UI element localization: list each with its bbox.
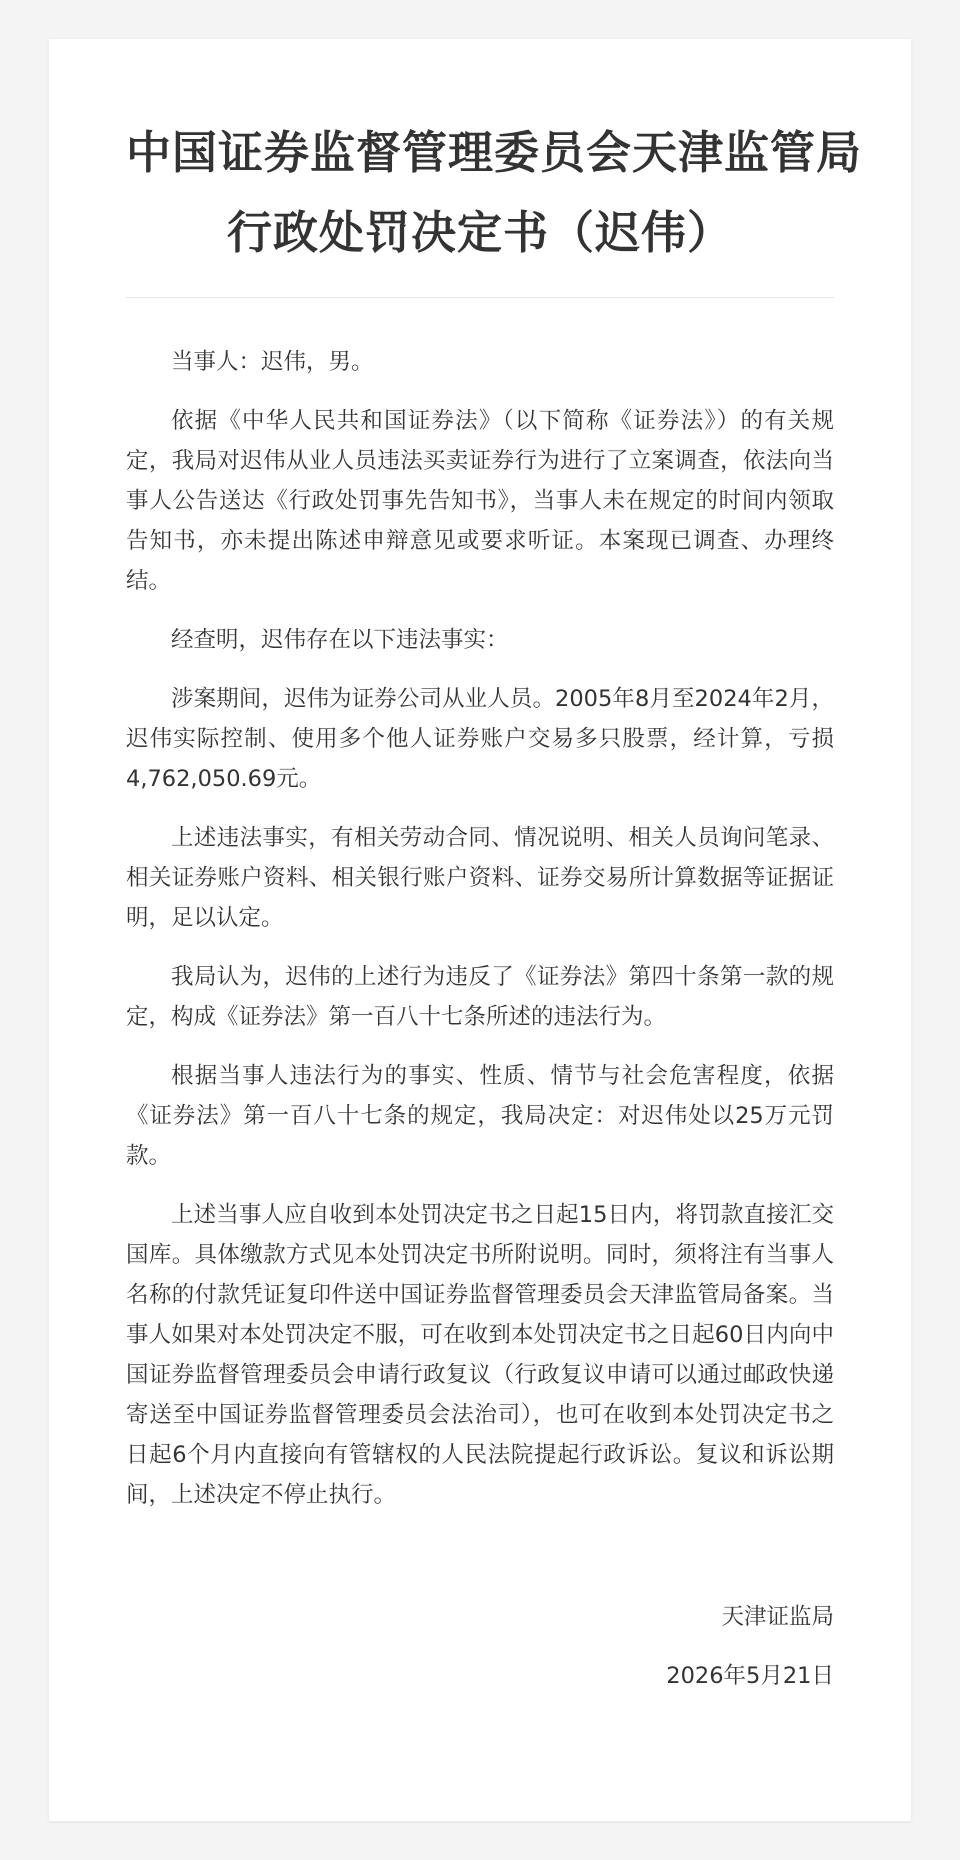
paragraph-evidence: 上述违法事实，有相关劳动合同、情况说明、相关人员询问笔录、相关证券账户资料、相关银行账户资料、证券交易所计算数据等证据证明，足以认定。: [126, 825, 834, 931]
paragraph-basis: 依据《中华人民共和国证券法》（以下简称《证券法》）的有关规定，我局对迟伟从业人员违法买卖证券行为进行了立案调查，依法向当事人公告送达《行政处罚事先告知书》，当事人未在规定的时间内领取告知书，亦未提出陈述申辩意见或要求听证。本案现已调查、办理终结。: [126, 408, 834, 594]
issue-date: 2026年5月21日: [666, 1663, 834, 1689]
document-body: [126, 298, 834, 1515]
paragraph-findings-intro: 经查明，迟伟存在以下违法事实：: [171, 627, 509, 653]
paragraph-decision: 根据当事人违法行为的事实、性质、情节与社会危害程度，依据《证券法》第一百八十七条的规定，我局决定：对迟伟处以25万元罚款。: [126, 1063, 834, 1169]
document-footer: [126, 1597, 834, 1696]
paragraph-payment-and-appeal: 上述当事人应自收到本处罚决定书之日起15日内，将罚款直接汇交国库。具体缴款方式见本处罚决定书所附说明。同时，须将注有当事人名称的付款凭证复印件送中国证券监督管理委员会天津监管局备案。当事人如果对本处罚决定不服，可在收到本处罚决定书之日起60日内向中国证券监督管理委员会申请行政复议（行政复议申请可以通过邮政快递寄送至中国证券监督管理委员会法治司），也可在收到本处罚决定书之日起6个月内直接向有管辖权的人民法院提起行政诉讼。复议和诉讼期间，上述决定不停止执行。: [126, 1202, 834, 1508]
paragraph-facts: 涉案期间，迟伟为证券公司从业人员。2005年8月至2024年2月，迟伟实际控制、使用多个他人证券账户交易多只股票，经计算，亏损4,762,050.69元。: [126, 686, 834, 792]
title-line-2: 行政处罚决定书（迟伟）: [226, 206, 733, 259]
document-title: [126, 39, 863, 298]
document-page: [49, 39, 911, 1821]
issuer-name: 天津证监局: [721, 1604, 834, 1630]
title-line-1: 中国证券监督管理委员会天津监管局: [126, 126, 863, 179]
paragraph-party: 当事人：迟伟，男。: [171, 349, 374, 375]
paragraph-violation: 我局认为，迟伟的上述行为违反了《证券法》第四十条第一款的规定，构成《证券法》第一百八十七条所述的违法行为。: [126, 964, 834, 1030]
